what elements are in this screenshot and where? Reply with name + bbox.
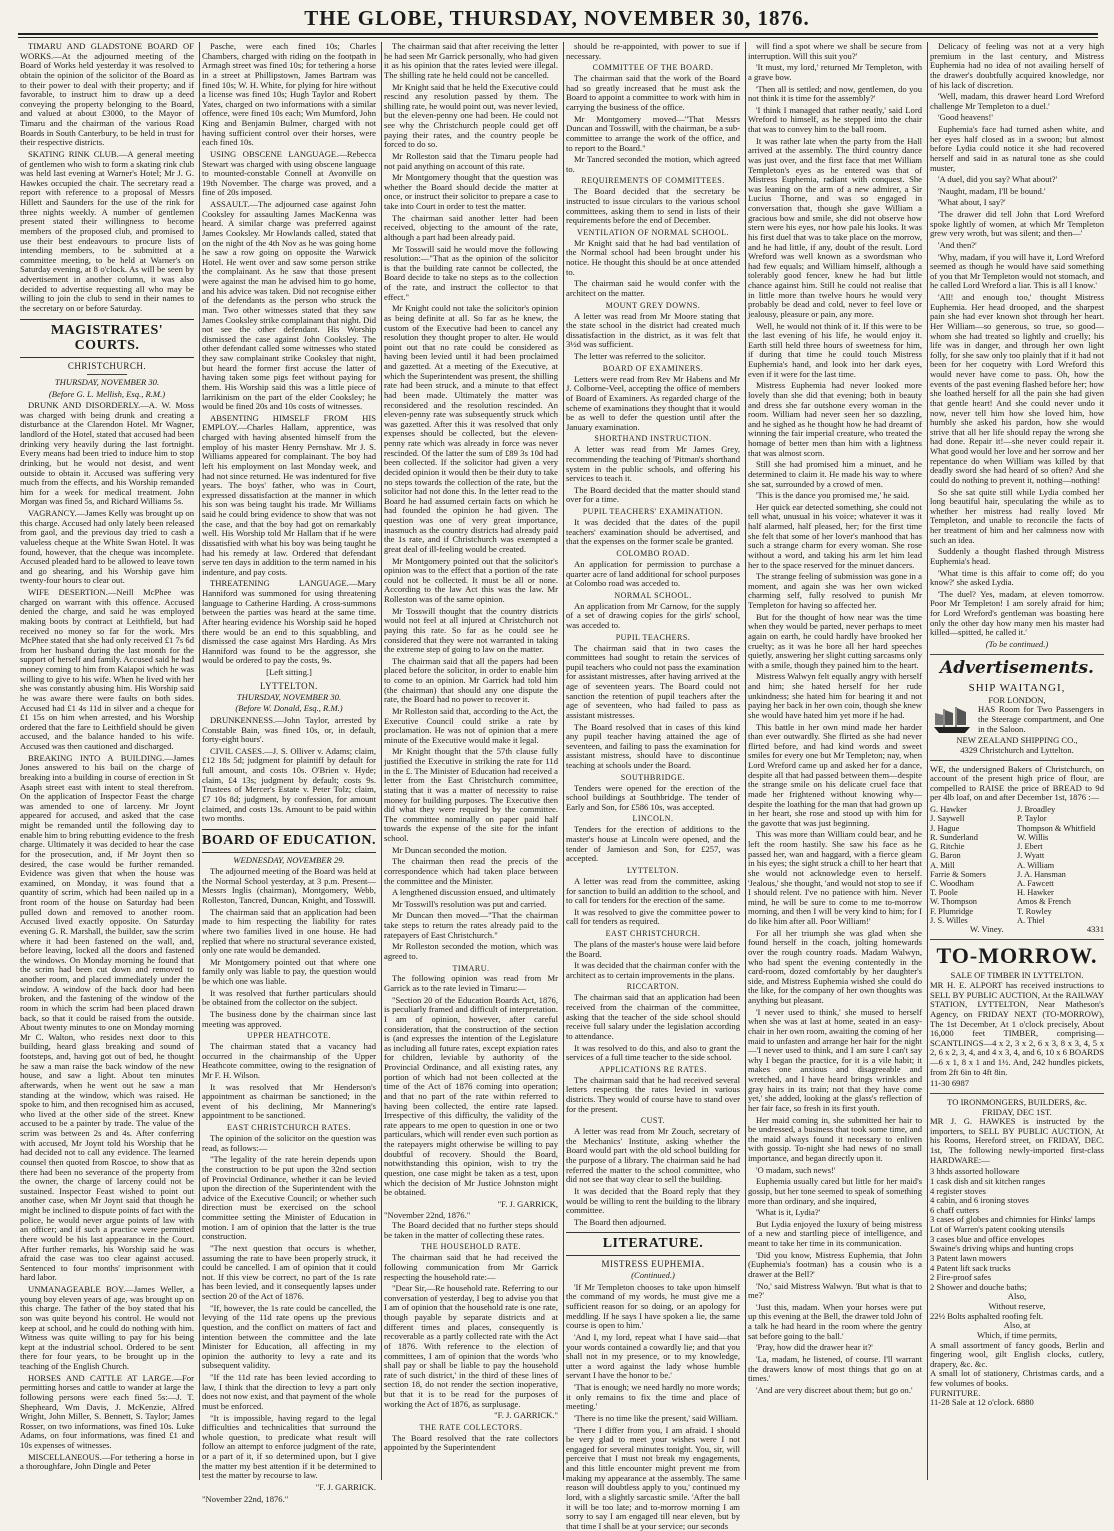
story-paragraph: 'This is the dance you promised me,' he said. [756,490,910,501]
court-date: THURSDAY, NOVEMBER 30. [236,691,342,702]
news-paragraph: Mr Knight thought that the 57th clause fully justified the Executive in striking the rate for 11d in the £. The Minister of Education had received a letter from the East Christchurch committee, stating that it was a matter of necessity to raise money for building purposes. The Executive then did what they were required by the committee. The committee nominally on paper paid half towards the expense of the site for the infant school. [384,746,558,843]
story-paragraph: 'I never used to think,' she mused to herself when she was at last at home, seated in an easy-chair in her own room, awaiting the coming of her maid to unfasten and arrange her hair for the night—'I never used to think, and I am sure I can't say why I began the practice, for it is a vile habit; it makes one anxious and disagreeable and wretched, and I have heard brings wrinkles and gray hairs in its train; not that they have come yet,' she added, looking at the glass's reflection of her fair face, so fresh in its first youth. [748,1006,922,1113]
baker-name: J. Broadley [1017,805,1056,815]
news-paragraph: Mr Montgomery moved—"That Messrs Duncan and Tosswill, with the chairman, be a sub-committee to arrange the work of the office, and to report to the Board." [566,113,740,153]
minor-heading: EAST CHRISTCHURCH. [605,929,701,939]
story-paragraph: 'What is it, Lydia?' [756,1207,821,1218]
hardware-item: 22½ Bolts asphalted roofing felt. [930,1310,1044,1321]
news-paragraph: The chairman said that he had received several letters respecting the rates levied in various districts. They would of course have to stand over for the present. [566,1074,740,1114]
ad-iron-date: FRIDAY, DEC 1ST. [982,1106,1052,1117]
column-2 [202,41,377,1504]
news-paragraph: Mr Rolleston said that, according to the Act, the Executive Council could strike a rate by proclamation. He was not of opinion that a mere minute of the Executive would make it legal. [384,705,558,745]
news-paragraph: Mr Duncan then moved—"That the chairman take steps to return the rates already paid to the ratepayers of East Christchurch." [384,910,558,940]
sailing-ship-icon [930,705,974,735]
column-3 [384,42,558,1480]
minor-heading: THE HOUSEHOLD RATE. [421,1242,521,1252]
baker-name: J. Saywell [930,814,965,824]
hardware-item: Without reserve, [988,1301,1046,1312]
minor-heading: PUPIL TEACHERS' EXAMINATION. [582,507,724,517]
divider [930,760,1104,761]
news-paragraph: Mr Duncan seconded the motion. [392,844,507,855]
hardware-item: 4 cabin, and 6 ironing stoves [930,1195,1029,1206]
baker-name: C. Woodham [930,878,974,888]
baker-name: W. Viney. [970,924,1004,935]
story-paragraph: 'Did you know, Mistress Euphemia, that John (Euphemia's footman) has a cousin who is a drawer at the Bell?' [748,1249,922,1279]
ad-sale-note: 11-28 Sale at 12 o'clock. 6880 [930,1397,1034,1408]
story-paragraph: 'That is enough; we need hardly no more words; it only remains to fix the time and place of meeting.' [566,1382,740,1412]
story-paragraph: Her maid coming in, she submitted her hair to be undressed, a business that took some time, and the maid always found it necessary to enliven with gossip. To-night she had news of no small importance, and began directly upon it. [748,1114,922,1163]
news-paragraph: Mr Rolleston seconded the motion, which was agreed to. [384,941,558,961]
news-paragraph: "Dear Sir,—Re household rate. Referring to our conversation of yesterday, I beg to advise you that I am of opinion that the household rate is one rate, though payable by separate districts and at different times and places, consequently is recoverable as a partly collected rate with the Act of 1876. With reference to the election of committees, I am of opinion that the words 'who shall pay or shall be liable to pay the household rate of such district,' in the third of these lines of section 18, do not render the section inoperative, but that it is to be read for the purposes of working the Act of 1876, as surplusage. [384,1283,558,1409]
baker-name: A. William [1017,860,1055,870]
hardware-item: Swaine's driving whips and hunting crops [930,1243,1074,1254]
signature: "F. J. GARRICK, [497,1198,558,1209]
minor-heading: MOUNT GREY DOWNS. [605,300,701,310]
story-paragraph: 'Just this, madam. When your horses were put up this evening at the Bell, the drawer told John of a talk he had heard in the room where the gentry sat before going to the ball.' [748,1301,922,1341]
bakers-list [930,805,1104,925]
baker-name: J. S. Willes [930,915,968,925]
story-paragraph: 'There is no time like the present,' said William. [574,1412,738,1423]
story-paragraph: will find a spot where we shall be secure from interruption. Will this suit you?' [748,41,922,61]
minor-heading: UPPER HEATHCOTE. [246,1031,331,1041]
left-sitting: [Left sitting.] [266,667,312,677]
minor-heading: PUPIL TEACHERS. [615,632,691,642]
ad-number: 4331 [1086,924,1104,935]
baker-name: P. Taylor [1017,814,1047,824]
minor-heading: THE RATE COLLECTORS. [419,1422,523,1432]
hardware-item: 4 Patent lift sack trucks [930,1262,1011,1273]
story-paragraph: Suddenly a thought flashed through Mistress Euphemia's head. [930,546,1104,566]
news-paragraph: CIVIL CASES.—J. S. Olliver v. Adams; claim, £12 18s 5d; judgment for plaintiff by default for full amount, and costs 10s. O'Brien v. Hyde; claim, £4 13s; judgment by default; costs 9s. Trustees of Mercer's Estate v. Peter Tolz; claim, £7 10s 8d; judgment, by confession, for amount claimed, and costs 13s. Amount to be paid within two months. [202,745,376,824]
story-paragraph: 'I think I managed that rather neatly,' said Lord Wreford to himself, as he stepped into the chair that was to convey him to the ball room. [748,104,922,134]
story-paragraph: For all her triumph she was glad when she found herself in the coach, jolting homewards over the rough country roads. Madam Walwyn, who had spent the evening contentedly in the card-room, dozed comfortably by her daughter's side, and Mistress Euphemia wished she could do the like, for the company of her own thoughts was anything but pleasant. [748,927,922,1005]
news-paragraph: It was resolved that Mr Henderson's appointment as chairman be sanctioned; in the event of his declining, Mr Mannering's appointment to be sanctioned. [202,1081,376,1121]
masthead-rule [18,33,1098,35]
minor-heading: CUST. [640,1116,666,1126]
news-paragraph: The chairman said another letter had been received, objecting to the amount of the rate, although a part had been already paid. [384,212,558,242]
ad-hawkes-text: MR J. G. HAWKES is instructed by the importers, to SELL BY PUBLIC AUCTION, At his Rooms, Hereford street, on FRIDAY, DEC. 1st, The following newly-imported first-class HARDWARE:— [930,1116,1104,1165]
minor-heading: NORMAL SCHOOL. [614,590,692,600]
story-paragraph: Her quick ear detected something, she could not tell what, unusual in his voice; whatever it was it half alarmed, half pleased, her; for the first time she felt that some of her lover's manhood that has such a strange charm for every woman. She rose without a word, and taking his arm let him lead her to the space reserved for the minuet dancers. [748,501,922,570]
minor-heading: COLOMBO ROAD. [616,548,690,558]
column-rule [199,42,200,1480]
hardware-list [930,1167,1104,1398]
meeting-date: WEDNESDAY, NOVEMBER 29. [233,854,345,865]
story-paragraph: It was rather late when the party from the Hall arrived at the assembly. The third country dance was just over, and the first face that met William Templeton's eyes as he entered was that of Mistress Euphemia, radiant with conquest. She was leaning on the arm of a new admirer, a Sir Lucius Thorne, and was so engaged in conversation that, though she gave William a gracious bow and smile, she did not observe how stern were his eyes, nor how pale his looks. It was his first duel that was to take place on the morrow, and he had little, if any, doubt of the result. Lord Wreford was well known as a swordsman who had few equals; and William himself, although a tolerably good fencer, knew he had but little chance against him. Still he could not realise that in little more than twelve hours he would very probably be dead and cold, never to feel love or jealousy, pleasure or pain, any more. [748,135,922,319]
hardware-item: Lot of Warren's patent cooking utensils [930,1224,1065,1235]
news-paragraph: The business done by the chairman since last meeting was approved. [202,1008,376,1029]
baker-name: J. Hague [930,823,960,833]
baker-name: A. Fawcett [1017,878,1054,888]
news-paragraph: The Board decided that no further steps should be taken in the matter of collecting these rates. [384,1220,558,1240]
story-paragraph: So she sat quite still while Lydia combed her long beautiful hair, speculating the while as to whether her mistress had really loved Mr Templeton, and unable to reconcile the facts of her treatment of him and her calmness now with such an idea. [930,486,1104,545]
news-paragraph: Mr Tosswill said he would move the following resolution:—"That as the opinion of the solicitor is that the building rate cannot be collected, the Board decide to take no steps as to the collection of the rate, and instruct the collector to that effect." [384,243,558,302]
column-6 [930,42,1104,1480]
baker-name: J. A. Hansman [1017,869,1066,879]
story-paragraph: 'Pray, how did the drawer hear it?' [756,1342,873,1353]
masthead: THE GLOBE, THURSDAY, NOVEMBER 30, 1876. [304,6,810,30]
ad-ship-body [930,705,1104,736]
news-paragraph: The Board resolved that the rate collectors appointed by the Superintendent [384,1432,558,1453]
news-paragraph: A letter was read from Mr James Grey, recommending the teaching of 'Pitman's shorthand system in the public schools, and offering his services to teach it. [566,444,740,484]
signature-date: "November 22nd, 1876." [202,1493,289,1504]
minor-heading: RICCARTON. [626,982,680,992]
news-paragraph: Mr Tosswill thought that the country districts would not feel at all injured at Christchurch not paying this rate. So far as he could see he considered that they were not warranted in taking the extreme step of going to law on the matter. [384,605,558,655]
story-paragraph: The strange feeling of submission was gone in a moment, and again she was her own wicked charming self, fully resolved to punish Mr Templeton for having so affected her. [748,571,922,610]
story-paragraph: 'If Mr Templeton chooses to take upon himself the command of my words, he must give me a sufficient reason for so doing, or an apology for meddling. If he says I have spoken a lie, the same course is open to him.' [566,1281,740,1331]
news-paragraph: It was decided that the Board reply that they would be willing to rent the building to the library committee. [566,1185,740,1216]
divider [930,1093,1104,1094]
hardware-item: 3 cases of globes and chimnies for Hinks' lamps [930,1214,1096,1225]
section-heading: MAGISTRATES' COURTS. [20,319,194,358]
news-paragraph: Pasche, were each fined 10s; Charles Chambers, charged with riding on the footpath in Armagh street was fined 10s; for tethering a horse in a street at Phillipstown, James Bartram was fined 10s; W. H. White, for plying for hire without a license was fined 10s; Hugh Taylor and Robert Yates, charged on two informations with a similar offence, were fined 10s each; Wm Mumford, John King and Benjamin Bulmer, charged with not having sufficient control over their horses, were each fined 10s. [202,41,376,148]
story-paragraph: Well, he would not think of it. If this were to be the last evening of his life, he would enjoy it. Earth still held three hours of sweetness for him, if during that time he could touch Mistress Euphemia's hand, and look into her dark eyes, even if it were for the last time. [748,320,922,379]
bakers-left [930,805,1017,925]
ad-alport-text: MR H. E. ALPORT has received instructions to SELL BY PUBLIC AUCTION, At the RAILWAY STATION, LYTTELTON, Near Matheson's Agency, on FRIDAY NEXT (TO-MORROW), The 1st December, At 1 o'clock precisely, About 16,000 feet TIMBER, comprising—SCANTLINGS—4 x 2, 3 x 2, 6 x 3, 8 x 3, 4, 5 x 2, 6 x 2, 3, 4, and 4 x 3, 4, and 6, 10 x 6 BOARDS—6 x 1, 8 x 1 and 1½. And, 242 hundles pickets, from 2ft 6in to 4ft 8in. [930,980,1104,1077]
story-paragraph: But for the thought of how near was the time when they would be parted, never perhaps to meet again on earth, he could hardly have brooked her cruelty; as it was he bore all her hard speeches quietly, answering her slight cutting sarcasms only with a smile, though they pained him to the heart. [748,611,922,670]
news-paragraph: The chairman said that all the papers had been placed before the solicitor, in order to enable him to come to an opinion. Mr Garrick had told him (the chairman) that should any one dispute the rate, the Board had no power to recover it. [384,655,558,705]
story-paragraph: 'O madam, such news!' [756,1164,836,1175]
ad-number: 11-30 6987 [930,1078,970,1089]
news-paragraph: The chairman said that in two cases the committees had sought to retain the services of pupil teachers who could not pass the examination for assistant mistresses, after having arrived at the age of seventeen years. The Board could not sanction the retention of pupil teachers after the age of seventeen, who had failed to pass as assistant mistresses. [566,642,740,720]
ad-iron-heading: TO IRONMONGERS, BUILDERS, &c. [947,1096,1087,1107]
baker-name: G. Ritchie [930,842,965,852]
story-paragraph: 'The drawer did tell John that Lord Wreford spoke lightly of women, at which Mr Templeton grew very wroth, but was silent; and then—' [930,209,1104,239]
ad-bread-footer [930,925,1104,935]
baker-name: Thompson & Whitfield [1017,823,1096,833]
news-paragraph: ASSAULT.—The adjourned case against John Cooksley for assaulting James MacKenna was heard. A similar charge was preferred against James Cooksley. Mr Howlands called, stated that on the night of the 4th Nov as he was going home he saw a row going on opposite the Warwick Hotel. He went over and saw some person strike the complainant. As he saw that those present were against the man he advised him to go home, and his advice was taken. Did not recognise either of the defendants as the person who struck the man. Two other witnesses stated that they saw James Cooksley strike complainant that night. Did not see the other defendant. His Worship dismissed the case against John Cooksley. The other defendant called some witnesses who stated they saw complainant strike Cooksley that night, but heard the former first accuse the latter of having taken some pigs feet without paying for them. His Worship said this was a little piece of larrikinism on the part of the elder Cooksley; he would be fined 20s and 10s costs of witnesses. [202,199,376,412]
story-title: MISTRESS EUPHEMIA. [601,1259,705,1270]
story-paragraph: Euphemia's face had turned ashen white, and her eyes half closed as in a swoon; but almost before Lydia could notice it she had recovered herself and said in as natural tone as she could muster, [930,124,1104,173]
minor-heading: EAST CHRISTCHURCH RATES. [226,1123,352,1133]
story-paragraph: 'Naught, madam, I'll be bound.' [938,185,1046,196]
column-rule [381,42,382,1480]
news-paragraph: WIFE DESERTION.—Neill McPhee was charged on warrant with this offence. Accused denied the charge, and said he was employed making boots by contract at Leithfield, but had received no money so far for the work. Mrs McPhee stated that she had only received £1 7s 6d from her husband during the last month for the support of herself and family. Accused said he had money coming to him from Kaiapoi which he was willing to give to his wife. When he lived with her she was constantly abusing him. His Worship said he was aware there were faults on both sides. Accused had £1 4s 11d in silver and a cheque for £1 15s on him when arrested, and his Worship ordered that the fare to Leithfield should be given accused, and the balance handed to his wife. Accused was then cautioned and discharged. [20,587,194,752]
news-paragraph: An application from Mr Carnow, for the supply of a set of drawing copies for the girls' school, was acceded to. [566,600,740,630]
news-paragraph: It was resolved that further particulars should be obtained from the collector on the subject. [202,987,376,1008]
news-paragraph: UNMANAGEABLE BOY.—James Weller, a young boy eleven years of age, was brought up on this charge. The father of the boy stated that his son was quite beyond his control. He would not keep at school, and he could do nothing with him. Witness was quite willing to pay for his being kept at the industrial school. Ordered to be sent there for four years, to be brought up in the teaching of the English Church. [20,1284,194,1372]
news-paragraph: It was decided that the dates of the pupil teachers' examination should be advertised, and that the expenses on the former scale be granted. [566,517,740,547]
story-paragraph: 'And I, my lord, repeat what I have said—that your words contained a cowardly lie; and that you shall not in my presence, or to my knowledge, utter a word against the lady whose humble servant I have the honor to be.' [566,1331,740,1381]
baker-name: F. Plumridge [930,906,974,916]
hardware-item: 3 Patent lawn mowers [930,1252,1007,1263]
hardware-item: A small assortment of fancy goods, Berlin and fingering wool, gilt English clocks, cutlery, drapery, &c. &c. [930,1339,1104,1369]
baker-name: J. Ebert [1017,842,1043,852]
story-paragraph: 'And are very discreet about them; but go on.' [756,1384,913,1395]
story-paragraph: Still she had promised him a minuet, and he determined to claim it. He made his way to where she sat, surrounded by a crowd of men. [748,459,922,489]
story-paragraph: Mistress Walwyn felt equally angry with herself and him; she hated herself for her rude unkindness; she hated him for bearing it and not paying her back in her own coin, though she knew she would have hated him yet more if he had. [748,671,922,720]
story-paragraph: Euphemia usually cared but little for her maid's gossip, but her tone seemed to speak of something more than ordinary, and she inquired, [748,1176,922,1206]
news-paragraph: Mr Montgomery pointed out that the solicitor's opinion was to the effect that a portion of the rate could not be collected. It must be all or none. According to the law Act this was the law. Mr Rolleston was of the same opinion. [384,555,558,604]
news-paragraph: The chairman said he would confer with the architect on the matter. [566,278,740,298]
hardware-item: Also, [1007,1291,1027,1302]
hardware-item: 3 cases blue and office envelopes [930,1233,1045,1244]
column-rule [745,42,746,1480]
baker-name: A. Thiel [1017,915,1045,925]
baker-name: T. Poole [930,888,958,898]
signature: "F. J. GARRICK. [315,1481,376,1492]
news-paragraph: The opinion of the solicitor on the question was read, as follows:— [202,1133,376,1153]
ad-ship-address: 4329 Christchurch and Lyttelton. [960,744,1074,755]
bakers-right [1017,805,1104,925]
divider [930,654,1104,655]
news-paragraph: An application for permission to purchase a quarter acre of land additional for school purposes at Colombo road was acceded to. [566,558,740,589]
ad-ship-text: HAS Room for Two Passengers in the Steerage compartment, and One in the Saloon. [978,704,1104,734]
news-paragraph: TIMARU AND GLADSTONE BOARD OF WORKS.—At the adjourned meeting of the Board of Works held yesterday it was resolved to obtain the opinion of the solicitor of the Board as to their power to deal with their property; and if favorable, to instruct him to draw up a deed conveying the property belonging to the Board, and valued at about £3000, to the Mayor of Timaru and the chairman of the various Road Boards in South Canterbury, to be held in trust for their respective districts. [20,41,194,148]
story-paragraph: 'Then all is settled; and now, gentlemen, do you not think it is time for the assembly?' [748,83,922,104]
news-paragraph: "It is impossible, having regard to the legal difficulties and technicalities that surround the whole question, to predicate what result will follow an attempt to enforce judgment of the rate, or a part of it, if so determined upon, but I give the matter my best attention if it be determined to test the matter by recourse to law. [202,1412,376,1481]
ad-ship-title: SHIP WAITANGI, [968,681,1066,694]
news-paragraph: The plans of the master's house were laid before the Board. [566,938,740,959]
hardware-item: 1 cask dish and sit kitchen ranges [930,1175,1046,1186]
news-paragraph: USING OBSCENE LANGUAGE.—Rebecca Stewart was charged with using obscene language to mounted-constable Connell at Avonville on 19th November. The charge was proved, and a fine of 20s imposed. [202,148,376,198]
news-paragraph: "The next question that occurs is whether, assuming the rate to have been properly struck, it could be cancelled. I am of opinion that it could not. If this view be correct, no part of the 1s rate has been levied, and it consequently lapses under section 20 of the Act of 1876. [202,1242,376,1302]
news-paragraph: THREATENING LANGUAGE.—Mary Hanniford was summoned for using threatening language to Catherine Harding. A cross-summons between the parties was heard at the same time. After hearing evidence his Worship said he hoped there would be an end to this squabbling, and dismissed the case against Mrs Harding. As Mrs Hanniford was found to be the aggressor, she would be ordered to pay the costs, 9s. [202,578,376,666]
news-paragraph: VAGRANCY.—James Kelly was brought up on this charge. Accused had only lately been released from gaol, and the previous day tried to cash a valueless cheque at the White Swan Hotel. It was found, however, that the cheque was incomplete. Accused pleaded hard to be allowed to leave town and go shearing, and his Worship gave him twenty-four hours to clear out. [20,508,194,586]
news-paragraph: It was resolved to give the committee power to call for tenders as required. [566,906,740,927]
news-paragraph: Mr Montgomery thought that the question was whether the Board should decide the matter at once, or instruct their solicitor to prepare a case to take into Court in order to test the matter. [384,172,558,211]
minor-heading: COMMITTEE OF THE BOARD. [592,63,714,73]
divider [87,374,127,375]
news-paragraph: A letter was read from Mr Zouch, secretary of the Mechanics' Institute, asking whether the Board would part with the old school building for the purpose of a library. The chairman said he had referred the matter to the school committee, who did not see that way clear to sell the building. [566,1126,740,1185]
column-5 [748,42,922,1480]
ad-ship-company: NEW ZEALAND SHIPPING CO., [956,735,1078,746]
story-paragraph: But Lydia enjoyed the luxury of being mistress of a new and startling piece of intelligence, and meant to take her time in its communication. [748,1218,922,1248]
news-paragraph: A lengthened discussion ensued, and ultimately [392,887,556,898]
news-paragraph: The chairman said that after receiving the letter he had seen Mr Garrick personally, who had given it as his opinion that the rates levied were illegal. The shilling rate he held could not be cancelled. [384,41,558,80]
signature-date: "November 22nd, 1876." [384,1210,471,1221]
news-paragraph: The Board then adjourned. [574,1216,667,1227]
divider [930,939,1104,940]
minor-heading: SHORTHAND INSTRUCTION. [594,434,712,444]
news-paragraph: The chairman stated that a vacancy had occurred in the chairmanship of the Upper Heathcote committee, owing to the resignation of Mr F. H. Wilson. [202,1041,376,1080]
news-paragraph: It was resolved to do this, and also to grant the services of a full time teacher to the side school. [566,1042,740,1063]
minor-heading: BOARD OF EXAMINERS. [602,363,704,373]
news-paragraph: A letter was read from Mr Moore stating that the state school in the district had created much dissatisfaction in the district, as it was felt that 3½d was sufficient. [566,310,740,350]
baker-name: H. Hawker [1017,888,1054,898]
news-paragraph: Tenders were opened for the erection of the school buildings at Southbridge. The tender of Early and Son, for £586 10s, was accepted. [566,782,740,812]
news-paragraph: Mr Tosswill's resolution was put and carried. [392,898,547,909]
baker-name: J. Wyatt [1017,851,1045,861]
continued-note: (Continued.) [631,1270,675,1281]
news-paragraph: Mr Knight said that he had bad ventilation of the Normal school had been brought under his notice. He thought this should be at once attended to. [566,237,740,277]
news-paragraph: Mr Montgomery pointed out that where one family only was liable to pay, the question would be which one was liable. [202,956,376,986]
news-paragraph: The Board decided that the secretary be instructed to issue circulars to the various school committees, asking them to send in lists of their requirements before the end of December. [566,186,740,226]
story-paragraph: Delicacy of feeling was not at a very high premium in the last century, and Mistress Euphemia had no idea of not availing herself of the drawer's doubtfully acquired knowledge, nor of his lack of discretion. [930,41,1104,90]
news-paragraph: MISCELLANEOUS.—For tethering a horse in a thoroughfare, John Dingle and Peter [20,1451,194,1472]
advertisements-heading: Advertisements. [940,657,1094,678]
minor-heading: LINCOLN. [632,814,674,824]
news-paragraph: The chairman said that an application had been received from the chairman of the committee, asking that the teacher of the side school should receive full salary under the legislation according to attendance. [566,992,740,1041]
minor-heading: SOUTHBRIDGE. [620,772,686,782]
news-paragraph: HORSES AND CATTLE AT LARGE.—For permitting horses and cattle to wander at large the following persons were each fined 5s:—J. T. Shepheard, Wm Davis, J. McKenzie, Alfred Wright, John Miller, S. Bennett, S. Taylor; James Rosser, on two informations, was fined 10s. Luke Adams, on four informations, was fined £1 and 10s expenses of witnesses. [20,1372,194,1451]
minor-heading: APPLICATIONS RE RATES. [599,1064,707,1074]
column-rule [563,42,564,1480]
story-paragraph: 'La, madam, he listened, of course. I'll warrant the drawers know of most things that go on at times.' [748,1353,922,1384]
story-paragraph: 'A duel, did you say? What about?' [938,174,1058,185]
news-paragraph: DRUNKENNESS.—John Taylor, arrested by Constable Bain, was fined 10s, or, in default, forty-eight hours'. [202,714,376,745]
story-paragraph: This battle in her own mind made her harder than ever outwardly. She flirted as she had never flirted before, and had kind words and sweet smiles for every one but Mr Templeton; nay, when Lord Wreford came up and asked her for a dance, despite all that had passed between them—despite the strange smile on his delicate cruel face that made her frightened without knowing why—despite the loathing for the man that had grown up in her heart, she rose and stood up with him for the gavotte that was just beginning. [748,721,922,828]
baker-name: W. Thompson [930,897,977,907]
news-paragraph: The chairman said that the work of the Board had so greatly increased that he must ask the Board to appoint a committee to work with him in carrying the business of the office. [566,73,740,113]
hardware-item: Which, if time permits, [977,1329,1057,1340]
story-paragraph: 'Good heavens!' [938,112,993,123]
story-paragraph: 'What about, I say?' [938,197,1006,208]
ad-ship-destination: FOR LONDON, [988,694,1046,705]
news-paragraph: Mr Tancred seconded the motion, which agreed to. [566,154,740,174]
hardware-item: 4 register stoves [930,1185,986,1196]
news-paragraph: The letter was referred to the solicitor. [574,351,706,362]
baker-name: A. Mill [930,860,955,870]
court-before: (Before G. L. Mellish, Esq., R.M.) [48,388,166,399]
news-paragraph: SKATING RINK CLUB.—A general meeting of gentlemen who wish to form a skating rink club was held last evening at Warner's Hotel; Mr J. G. Hawkes occupied the chair. The secretary read a report with reference to a proposal of Messrs Hillett and Saunders for the use of the rink for three nights weekly. A number of gentlemen present stated their willingness to become members of the proposed club, and promised to use their best endeavours to procure lists of intending members, to be submitted at a committee meeting, to be held at Warner's on Saturday evening, at 8 o'clock. As will be seen by advertisement in another column, it was also decided to advertise requesting all who may be willing to join the club to send in their names to the secretary on or before Saturday. [20,148,194,313]
ad-tomorrow-title: TO-MORROW. [936,942,1098,968]
column-1 [20,42,194,1480]
minor-heading: REQUIREMENTS OF COMMITTEES. [581,176,725,186]
baker-name: T. Rowley [1017,906,1052,916]
section-heading: BOARD OF EDUCATION. [202,829,376,853]
subheading: LYTTELTON. [260,680,318,691]
hardware-item: Also, at [1003,1320,1031,1331]
news-paragraph: ABSENTING HIMSELF FROM HIS EMPLOY.—Charles Hallam, apprentice, was charged with having absented himself from the employ of his master Henry Pernshaw. Mr J. S. Williams appeared for complainant. The boy had left his employment on last Monday week, and had not since returned. He was indentured for five years. The boys' father, who was in Court, expressed dissatisfaction at the manner in which his son was being taught his trade. Mr Williams said he could bring evidence to show that was not the case, and that the boy had got on remarkably well. His Worship told Mr Hallam that if he were dissatisfied with what his boy was being taught he had his remedy at law. Ordered that defendant serve ten days in addition to the term named in his indenture, and pay costs. [202,412,376,577]
section-heading: LITERATURE. [566,1232,740,1256]
column-rule [927,42,928,1480]
news-paragraph: The chairman said that he had received the following communication from Mr Garrick respecting the household rate:— [384,1252,558,1282]
minor-heading: VENTILATION OF NORMAL SCHOOL. [577,227,729,237]
story-paragraph: Mistress Euphemia had never looked more lovely than she did that evening; both in beauty and dress she far outshone every woman in the room. William had never seen her so dazzling, and he sighed as he thought how he had dreamt of winning the fair imperial creature, who treated the homage of better men than him with a lightness that was almost scorn. [748,380,922,458]
news-paragraph: should be re-appointed, with power to sue if necessary. [566,41,740,61]
story-paragraph: 'All! and enough too,' thought Mistress Euphemia. Her head drooped, and the sharpest pain she had ever known shot through her heart. Her William—so generous, so true, so good—whom she had treated so lightly and cruelly; his life was in danger, and through her own light folly, for she saw only too plainly that if it had not been for her coquetry with Lord Wreford this would never have come to pass. Oh, how the events of the past evening flashed before her; how she loathed herself for all the pain she had given that gentle heart! And she could never undo it now, never tell him how she loved him, how humbly she asked his pardon, how she would strive that all her life should repay the wrong she had done. Repair it!—she never could repair it. What good would her love and her sorrow and her repentance do when William was killed by that deadly sword she had heard of so often? And she could do nothing to prevent it, nothing—nothing! [930,292,1104,485]
story-paragraph: 'Well, madam, this drawer heard Lord Wreford challenge Mr Templeton to a duel.' [930,91,1104,111]
signature: "F. J. GARRICK." [494,1410,558,1421]
news-paragraph: The Board resolved that in cases of this kind any pupil teacher having attained the age of seventeen, and failing to pass the examination for assistant mistress, should have to discontinue teaching at schools under the Board. [566,721,740,771]
story-paragraph: 'The duel? Yes, madam, at eleven tomorrow. Poor Mr Templeton! I am sorely afraid for him; for Lord Wreford's gentleman was boasting here only the other day how many men his master had killed—spitted, he called it.' [930,588,1104,638]
court-before: (Before W. Donald, Esq., R.M.) [235,703,343,714]
baker-name: W. Willis [1017,832,1049,842]
news-paragraph: The Board decided that the matter should stand over for a time. [566,484,740,505]
baker-name: G. Baron [930,851,961,861]
news-paragraph: The chairman said that an application had been made to him respecting the liability for rates where two families lived in one house. He had replied that where no structural severance existed, only one rate would be demanded. [202,906,376,956]
news-paragraph: "If the 11d rate has been levied according to law, I think that the direction to levy a part only does not now exist, and that payment of the whole must be enforced. [202,1372,376,1411]
story-paragraph: 'It must, my lord,' returned Mr Templeton, with a grave bow. [748,62,922,82]
news-paragraph: Tenders for the erection of additions to the master's house at Lincoln were opened, and the tender of Jamieson and Son, for £257, was accepted. [566,824,740,864]
news-paragraph: The adjourned meeting of the Board was held at the Normal School yesterday, at 3 p.m. Present—Messrs Inglis (chairman), Montgomery, Webb, Rolleston, Tancred, Duncan, Knight, and Tosswill. [202,866,376,905]
baker-name: G. Hawker [930,805,967,815]
baker-name: R. Sunderland [930,832,978,842]
news-paragraph: A letter was read from the committee, asking for sanction to build an addition to the school, and to call for tenders for the erection of the same. [566,875,740,906]
news-paragraph: The chairman then read the precis of the correspondence which had taken place between the committee and the Minister. [384,856,558,886]
news-paragraph: It was decided that the chairman confer with the architect as to certain improvements in the plans. [566,960,740,980]
story-paragraph: 'No,' said Mistress Walwyn. 'But what is that to me?' [748,1280,922,1301]
hardware-item: A small lot of stationery, Christmas cards, and a few volumes of books. [930,1368,1104,1389]
story-paragraph: 'What time is this affair to come off; do you know?' she asked Lydia. [930,567,1104,588]
story-paragraph: 'Why, madam, if you will have it, Lord Wreford seemed as though he would have said something of you that Mr Templeton would not stomach, and he called Lord Wreford a liar. This is all I know.' [930,251,1104,291]
news-paragraph: Mr Rolleston said that the Timaru people had not paid anything on account of this rate. [384,150,558,171]
baker-name: Amos & French [1017,897,1071,907]
news-paragraph: The following opinion was read from Mr Garrick as to the rate levied in Timaru:— [384,973,558,994]
news-paragraph: Letters were read from Rev Mr Habens and Mr J. Colborne-Veel, accepting the office of members of Board of Examiners. As regarded charge of the scheme of examinations they thought that it would be as well to defer the question until after the January examination. [566,373,740,432]
news-paragraph: "Section 20 of the Education Boards Act, 1876, is peculiarly framed and difficult of interpretation. I am of opinion, however, after careful consideration, that the construction of the section is (and expresses the intention of the Legislature as including all future rates, except expiation rates for children, leviable by authority of the Provincial Ordinance, and all existing rates, any portion of which had not been collected at the time of the Act of 1876 coming into operation; and that no part of the rate within referred to having been collected, the entire rate lapsed. Irrespective of this difficulty, the validity of the rate appears to me open to question in one or two particulars, which will render even such portion as the ratepayers might otherwise be willing to pay doubtful of recovery. Should the Board, notwithstanding this opinion, wish to try the question, one case might be taken as a test, upon which the decision of Mr Justice Johnston might be obtained. [384,994,558,1198]
story-paragraph: 'There I differ from you, I am afraid. I should be very glad to meet your wishes were I not engaged for several minutes tonight. You, sir, will perceive that I must not break my engagements, and this little encounter might prevent me from making my appearance at the assembly. The same reason will doubtless apply to you,' continued my lord, with a slightly sarcastic smile. 'After the ball it will be too late; and to-morrow morning I am sorry to say I am engaged till near eleven, but by that time I shall be at your service; our seconds [566,1424,740,1531]
story-paragraph: 'And then?' [938,239,977,250]
news-paragraph: Mr Knight could not take the solicitor's opinion as being definite at all. So far as he knew, the custom of the Executive had been to cancel any resolution they thought proper to alter. He would point out that no rate could be considered as having been levied until it had been proclaimed and gazetted. At a meeting of the Executive, at which the Superintendent was present, the shilling rate had been struck, and a minute to that effect had been made. Ultimately the matter was reconsidered and the resolution rescinded. An eleven-penny rate was subsequently struck which was gazetted. After this it was resolved that only expenses should be collected, but the eleven-penny rate which was already in force was never rescinded. Of the latter the sum of £89 3s 10d had been collected. If the solicitor had given a very decided opinion it would then be their duty to take no steps towards the collection of the rate, but the solicitor had not done this. In the letter read to the Board he had assumed certain facts on which he had founded the opinion he had given. The question was one of very great importance, inasmuch as the country districts had already paid the 1s rate, and if Christchurch was exempted a great deal of ill-feeling would be created. [384,303,558,554]
hardware-item: 2 Fire-proof safes [930,1272,992,1283]
baker-name: Farrie & Somers [930,869,986,879]
hardware-item: 3 hhds assorted holloware [930,1166,1020,1177]
column-4 [566,41,740,1531]
story-paragraph: This was more than William could bear, and he left the room hastily. She saw his face as he passed her, wan and haggard, with a fierce gleam in his eyes; the sight struck a chill to her heart that she would not acknowledge even to herself. 'Jealous,' she thought, 'and would not stop to see if I should relent. I've no patience with him. Never mind, he will be sure to come to me to-morrow morning, and then I will be very kind to him; for I do like him after all. Poor William!' [748,829,922,926]
minor-heading: TIMARU. [452,963,490,973]
minor-heading: LYTTELTON. [627,865,679,875]
subheading: CHRISTCHURCH. [67,360,147,371]
ad-bread-text: WE, the undersigned Bakers of Christchurch, on account of the present high price of flour, are compelled to RAISE the price of BREAD to 9d per 4lb loaf, on and after December 1st, 1876 :— [930,763,1104,803]
news-paragraph: "If, however, the 1s rate could be cancelled, the levying of the 11d rate opens up the previous question, and the conflict on matters of fact and intention between the committee and the late Minister for Education, all affecting in my opinion the authority to levy a rate and its subsequent validity. [202,1302,376,1371]
news-paragraph: BREAKING INTO A BUILDING.—James Jones answered to his bail on the charge of breaking into a building in course of erection in St Asaph street east with intent to steal therefrom. On the application of Inspector Feast the charge was amended to one of larceny. Mr Joynt appeared for accused, and asked that the case might be remanded until the following day to enable him to bring rebutting evidence to the fresh charge. Ultimately it was decided to hear the case for the prosecution, and, if Mr Joynt then so desired, the case would be further remanded. Evidence was given that when the house was examined, on Monday, it was found that a quantity of scrim, which had been nailed up in a front room of the house on Saturday had been pulled down and removed to another room. Accused lived exactly opposite. On Saturday evening G. R. Marshall, the builder, saw the scrim where it had been fastened on the wall, and, before leaving, locked all the doors and fastened the windows. On Monday morning he found that the scrim had been cut down and removed to another room, and placed immediately under the window. A window of the back door had been broken, and the fastening of the window of the room in which the scrim had been placed drawn back, so that it could be raised from the outside. About twenty minutes to one on Monday morning Mr C. Walton, who resides next door to this building, heard glass breaking and sound of footsteps, and, having got out of bed, he thought he saw a man raise the back window of the new house, and saw a light. About ten minutes afterwards, when he went out he saw a man standing at the window, which was raised. He spoke to him, and then recognised him as accused, who lived at the other side of the street. Knew accused to be a painter by trade. The value of the scrim was between 2s and 4s. After conferring with accused, Mr Joynt told his Worship that he had decided not to call any evidence. The learned counsel then quoted from Roscoe, to show that as there had been no severance of the property from the owner, the charge of larceny could not be sustained. Inspector Feast wished to point out another case, when Mr Joynt said that though he might be inclined to dispute points of fact with the police, he would never argue points of law with an officer; and if such a practice were permitted there would be his last appearance in the Court. After further remarks, his Worship said he was afraid the case was too clear against accused. Sentenced to four months' imprisonment with hard labor. [20,752,194,1283]
news-paragraph: Mr Knight said that he held the Executive could rescind any resolution passed by them. The shilling rate, he would point out, was never levied, but the eleven-penny one had been. He could not see why the Christchurch people could get off paying their rates, and the country people be forced to do so. [384,81,558,150]
ad-timber-subtitle: SALE OF TIMBER IN LYTTELTON. [950,970,1084,981]
hardware-item: 2 Shower and douche baths; [930,1281,1027,1292]
hardware-item: FURNITURE. [930,1387,981,1398]
to-be-continued: (To be continued.) [985,638,1049,649]
hardware-item: 6 chaff cutters [930,1204,979,1215]
news-paragraph: DRUNK AND DISORDERLY.—A. W. Moss was charged with being drunk and creating a disturbance at the Clarendon Hotel. Mr Wagner, landlord of the Hotel, stated that accused had been drinking very heavily during the last fortnight. Every means had been tried to induce him to stop drinking, but he would not desist, and went outside to obtain it. Accused was suffering very much from the effects, and his Worship remanded him for a week for medical treatment. John Morgan was fined 5s, and Richard Williams 5s. [20,400,194,507]
news-paragraph: "The legality of the rate herein depends upon the construction to be put upon the 32nd section of Provincial Ordinance, whether it can be levied upon the direction of the Superintendent with the advice of the Executive Council; or whether such direction must be exercised on the school committee setting the Minister of Education in motion. I am of opinion that the latter is the true construction. [202,1154,376,1242]
court-date: THURSDAY, NOVEMBER 30. [54,376,160,387]
masthead-rule-thin [18,37,1098,38]
